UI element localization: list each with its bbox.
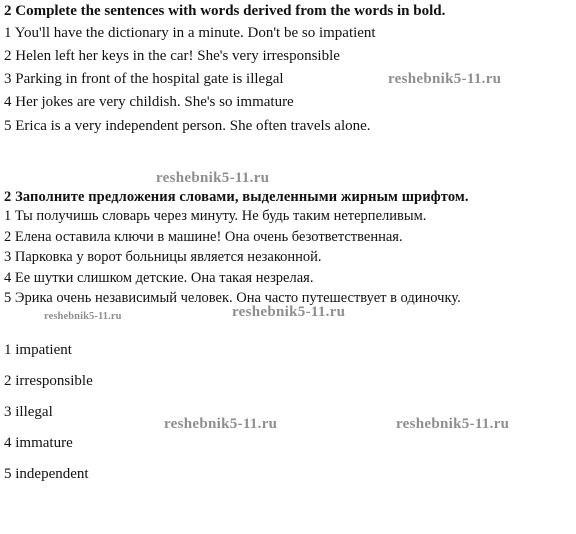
answer-3: 3 illegal: [4, 404, 53, 420]
english-sentence-1: 1 You'll have the dictionary in a minute. Don't be so impatient: [4, 25, 376, 41]
russian-sentence-2: 2 Елена оставила ключи в машине! Она очень безответственная.: [4, 229, 403, 245]
russian-heading: 2 Заполните предложения словами, выделенными жирным шрифтом.: [4, 189, 469, 205]
russian-sentence-3: 3 Парковка у ворот больницы является незаконной.: [4, 249, 322, 265]
english-sentence-4: 4 Her jokes are very childish. She's so immature: [4, 94, 294, 110]
watermark: reshebnik5-11.ru: [164, 416, 278, 432]
english-sentence-3: 3 Parking in front of the hospital gate is illegal: [4, 71, 284, 87]
answer-5: 5 independent: [4, 466, 89, 482]
russian-sentence-4: 4 Ее шутки слишком детские. Она такая незрелая.: [4, 270, 314, 286]
russian-sentence-1: 1 Ты получишь словарь через минуту. Не будь таким нетерпеливым.: [4, 208, 427, 224]
english-sentence-5: 5 Erica is a very independent person. She often travels alone.: [4, 118, 371, 134]
watermark: reshebnik5-11.ru: [396, 416, 510, 432]
russian-sentence-5: 5 Эрика очень независимый человек. Она часто путешествует в одиночку.: [4, 290, 461, 306]
watermark: reshebnik5-11.ru: [156, 170, 270, 186]
english-heading: 2 Complete the sentences with words derived from the words in bold.: [4, 3, 446, 19]
answer-4: 4 immature: [4, 435, 73, 451]
watermark: reshebnik5-11.ru: [232, 304, 346, 320]
english-sentence-2: 2 Helen left her keys in the car! She's very irresponsible: [4, 48, 340, 64]
watermark: reshebnik5-11.ru: [388, 71, 502, 87]
answer-2: 2 irresponsible: [4, 373, 93, 389]
watermark: reshebnik5-11.ru: [44, 311, 122, 322]
answer-1: 1 impatient: [4, 342, 72, 358]
